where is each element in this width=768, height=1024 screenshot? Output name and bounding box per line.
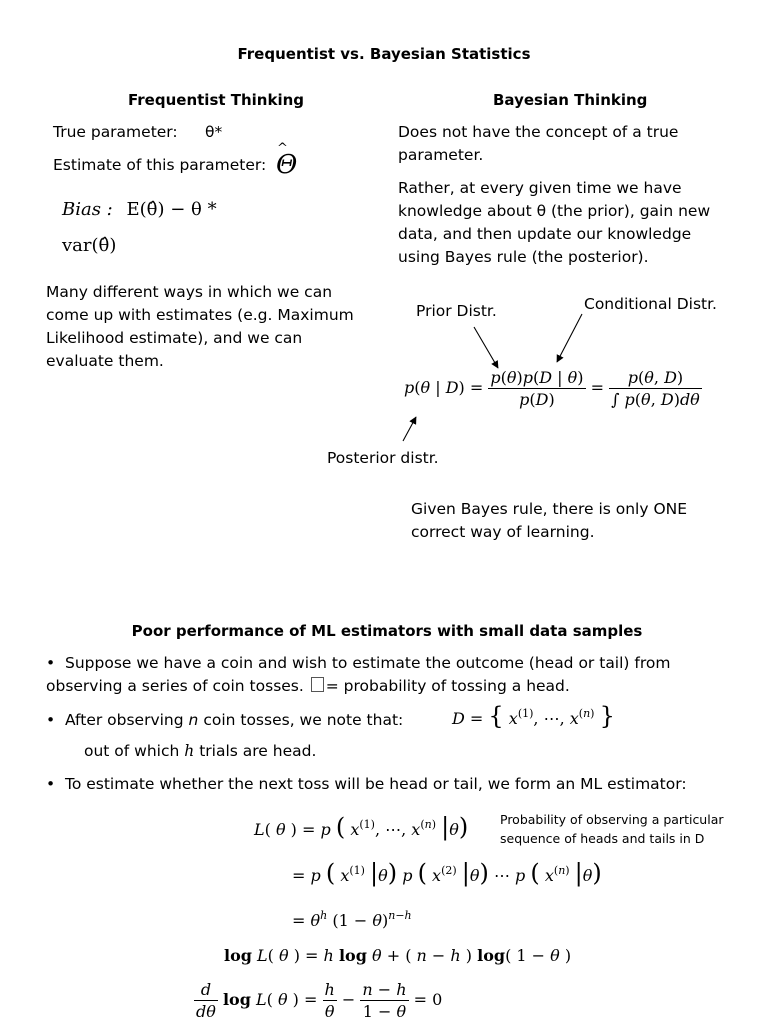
likelihood-line-2: = p ( $x^{(1)}$ |θ) p ( $x^{(2)}$ |θ) ⋯ p ( $x^{(n)}$ |θ) — [292, 859, 602, 887]
conditional-label: Conditional Distr. — [584, 295, 717, 313]
bullet-1-line-2: observing a series of coin tosses. = probability of tossing a head. — [46, 677, 570, 695]
section-title: Poor performance of ML estimators with small data samples — [131, 622, 643, 640]
posterior-arrow — [403, 417, 416, 441]
bayes-rule-formula: p(θ | D) = $\frac{p(\theta)p(D | \theta)}{p(D)}$ = $\frac{p(\theta, D)}{\int p(\theta, D)d\theta}$ — [404, 368, 700, 409]
bayesian-heading: Bayesian Thinking — [493, 91, 648, 109]
bullet-2-line-1: • After observing n coin tosses, we note that: — [46, 711, 404, 729]
variance-formula: var(θ̂) — [62, 235, 117, 256]
bullet-2-line-2: out of which h trials are head. — [84, 742, 317, 760]
likelihood-annotation: Probability of observing a particular sequence of heads and tails in D — [500, 812, 724, 846]
page-title: Frequentist vs. Bayesian Statistics — [237, 45, 531, 63]
frequentist-paragraph: Many different ways in which we can come up with estimates (e.g. Maximum Likelihood estimate), and we can evaluate them. — [46, 283, 354, 370]
bayesian-paragraph-1: Does not have the concept of a true parameter. — [398, 123, 679, 164]
estimate-label: Estimate of this parameter: — [53, 156, 267, 174]
bayes-conclusion: Given Bayes rule, there is only ONE correct way of learning. — [411, 500, 688, 541]
frequentist-heading: Frequentist Thinking — [128, 91, 305, 109]
bullet-3: • To estimate whether the next toss will be head or tail, we form an ML estimator: — [46, 775, 687, 793]
likelihood-line-1: L( θ ) = p ( $x^{(1)}$, ⋯, $x^{(n)}$ |θ) — [254, 813, 469, 841]
theta-hat-symbol: ^ Θ — [276, 150, 297, 180]
theta-placeholder-box — [311, 677, 324, 692]
bayesian-paragraph-2: Rather, at every given time we have knowledge about θ (the prior), gain new data, and then update our knowledge using Bayes rule (the posterior). — [398, 179, 711, 266]
true-parameter-label: True parameter: — [53, 123, 178, 141]
true-parameter-value: θ* — [205, 123, 223, 141]
prior-label: Prior Distr. — [416, 302, 497, 320]
bias-formula: Bias : E(θ̂) − θ * — [62, 199, 217, 220]
prior-arrow — [474, 327, 498, 368]
log-likelihood-derivative: $\frac{d}{d\theta}$ log L( θ ) = $\frac{h}{\theta}$ − $\frac{n - h}{1 - \theta}$ = 0 — [196, 980, 443, 1021]
bullet-1-line-1: • Suppose we have a coin and wish to estimate the outcome (head or tail) from — [46, 654, 671, 672]
conditional-arrow — [557, 314, 582, 362]
posterior-label: Posterior distr. — [327, 449, 439, 467]
dataset-formula: D = { $x^{(1)}$, ⋯, $x^{(n)}$ } — [452, 702, 615, 730]
likelihood-line-3: = $\theta^h$ $(1 - \theta)^{n-h}$ — [292, 909, 412, 930]
log-likelihood: log L( θ ) = h log θ + ( n − h ) log( 1 − θ ) — [224, 946, 572, 965]
